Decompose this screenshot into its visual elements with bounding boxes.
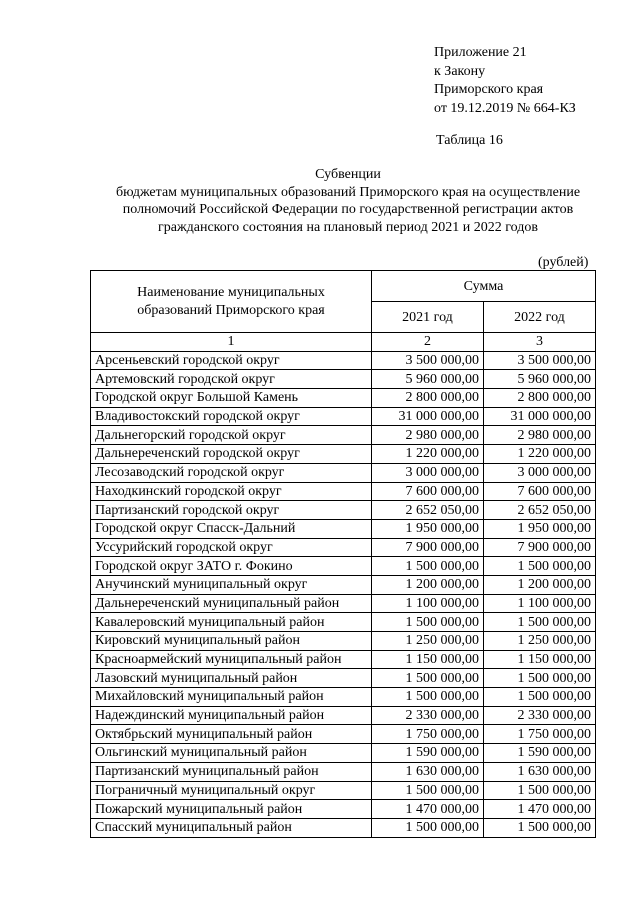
municipality-name: Спасский муниципальный район xyxy=(91,818,372,837)
amount-2022: 1 500 000,00 xyxy=(483,557,595,576)
table-row xyxy=(91,762,596,781)
amount-2021: 1 220 000,00 xyxy=(372,445,484,464)
municipality-name: Арсеньевский городской округ xyxy=(91,351,372,370)
amount-2021: 1 500 000,00 xyxy=(372,557,484,576)
unit-label: (рублей) xyxy=(538,255,589,270)
table-row xyxy=(91,445,596,464)
table-row xyxy=(91,538,596,557)
column-number: 3 xyxy=(483,333,595,352)
amount-2022: 1 630 000,00 xyxy=(483,762,595,781)
table-row xyxy=(91,688,596,707)
table-row xyxy=(91,426,596,445)
amount-2021: 1 500 000,00 xyxy=(372,688,484,707)
municipality-name: Городской округ Спасск-Дальний xyxy=(91,519,372,538)
amount-2022: 3 500 000,00 xyxy=(483,351,595,370)
amount-2022: 1 250 000,00 xyxy=(483,632,595,651)
appendix-line: к Закону xyxy=(434,63,486,79)
amount-2022: 1 500 000,00 xyxy=(483,613,595,632)
municipality-name: Партизанский городской округ xyxy=(91,501,372,520)
amount-2022: 7 600 000,00 xyxy=(483,482,595,501)
table-label: Таблица 16 xyxy=(436,133,503,148)
municipality-name: Дальнегорский городской округ xyxy=(91,426,372,445)
municipality-name: Ольгинский муниципальный район xyxy=(91,744,372,763)
amount-2021: 1 950 000,00 xyxy=(372,519,484,538)
municipality-name: Уссурийский городской округ xyxy=(91,538,372,557)
amount-2021: 1 250 000,00 xyxy=(372,632,484,651)
municipality-name: Пограничный муниципальный округ xyxy=(91,781,372,800)
amount-2022: 2 330 000,00 xyxy=(483,706,595,725)
municipality-name: Городской округ ЗАТО г. Фокино xyxy=(91,557,372,576)
municipality-name: Пожарский муниципальный район xyxy=(91,800,372,819)
municipality-name: Находкинский городской округ xyxy=(91,482,372,501)
table-row xyxy=(91,800,596,819)
amount-2022: 2 800 000,00 xyxy=(483,389,595,408)
amount-2022: 1 500 000,00 xyxy=(483,688,595,707)
amount-2021: 3 500 000,00 xyxy=(372,351,484,370)
table-row xyxy=(91,650,596,669)
municipality-name: Городской округ Большой Камень xyxy=(91,389,372,408)
header-name-line: Наименование муниципальных xyxy=(137,284,325,300)
column-number: 1 xyxy=(91,333,372,352)
amount-2022: 31 000 000,00 xyxy=(483,407,595,426)
municipality-name: Лазовский муниципальный район xyxy=(91,669,372,688)
amount-2021: 7 900 000,00 xyxy=(372,538,484,557)
table-row xyxy=(91,632,596,651)
amount-2021: 1 150 000,00 xyxy=(372,650,484,669)
title-line: бюджетам муниципальных образований Приморского края на осуществление xyxy=(115,184,581,200)
table-row xyxy=(91,519,596,538)
table-row xyxy=(91,463,596,482)
amount-2021: 1 500 000,00 xyxy=(372,781,484,800)
table-row xyxy=(91,613,596,632)
amount-2021: 1 500 000,00 xyxy=(372,613,484,632)
table-row xyxy=(91,575,596,594)
title-line: Субвенции xyxy=(315,167,381,182)
table-row xyxy=(91,725,596,744)
table-row xyxy=(91,370,596,389)
header-year-2021: 2021 год xyxy=(372,302,484,333)
amount-2022: 2 652 050,00 xyxy=(483,501,595,520)
amount-2022: 7 900 000,00 xyxy=(483,538,595,557)
municipality-name: Лесозаводский городской округ xyxy=(91,463,372,482)
amount-2022: 1 220 000,00 xyxy=(483,445,595,464)
document-title xyxy=(60,166,636,236)
header-name-line: образований Приморского края xyxy=(137,302,325,318)
amount-2022: 1 500 000,00 xyxy=(483,669,595,688)
title-line: полномочий Российской Федерации по государственной регистрации актов xyxy=(122,202,574,217)
municipality-name: Михайловский муниципальный район xyxy=(91,688,372,707)
amount-2022: 1 590 000,00 xyxy=(483,744,595,763)
table-row xyxy=(91,594,596,613)
amount-2021: 2 330 000,00 xyxy=(372,706,484,725)
amount-2022: 1 750 000,00 xyxy=(483,725,595,744)
table-row xyxy=(91,818,596,837)
amount-2021: 1 500 000,00 xyxy=(372,818,484,837)
amount-2022: 1 500 000,00 xyxy=(483,781,595,800)
amount-2021: 2 652 050,00 xyxy=(372,501,484,520)
municipality-name: Дальнереченский муниципальный район xyxy=(91,594,372,613)
amount-2022: 3 000 000,00 xyxy=(483,463,595,482)
table-row xyxy=(91,389,596,408)
appendix-line: от 19.12.2019 № 664-КЗ xyxy=(434,100,576,116)
table-row xyxy=(91,501,596,520)
amount-2021: 2 800 000,00 xyxy=(372,389,484,408)
amount-2021: 1 590 000,00 xyxy=(372,744,484,763)
table-row xyxy=(91,482,596,501)
amount-2022: 1 100 000,00 xyxy=(483,594,595,613)
municipality-name: Красноармейский муниципальный район xyxy=(91,650,372,669)
amount-2022: 1 950 000,00 xyxy=(483,519,595,538)
amount-2022: 1 470 000,00 xyxy=(483,800,595,819)
amount-2021: 5 960 000,00 xyxy=(372,370,484,389)
amount-2021: 1 470 000,00 xyxy=(372,800,484,819)
amount-2022: 5 960 000,00 xyxy=(483,370,595,389)
table-row xyxy=(91,744,596,763)
amount-2021: 1 100 000,00 xyxy=(372,594,484,613)
subventions-table xyxy=(90,270,596,838)
amount-2021: 2 980 000,00 xyxy=(372,426,484,445)
header-sum: Сумма xyxy=(372,271,596,302)
header-name xyxy=(91,271,372,333)
table-row xyxy=(91,407,596,426)
municipality-name: Владивостокский городской округ xyxy=(91,407,372,426)
table-row xyxy=(91,706,596,725)
appendix-line: Приморского края xyxy=(434,82,544,97)
table-row xyxy=(91,351,596,370)
municipality-name: Кавалеровский муниципальный район xyxy=(91,613,372,632)
title-line: гражданского состояния на плановый период 2021 и 2022 годов xyxy=(158,219,538,235)
municipality-name: Кировский муниципальный район xyxy=(91,632,372,651)
municipality-name: Октябрьский муниципальный район xyxy=(91,725,372,744)
column-number: 2 xyxy=(372,333,484,352)
amount-2021: 1 750 000,00 xyxy=(372,725,484,744)
header-year-2022: 2022 год xyxy=(483,302,595,333)
municipality-name: Артемовский городской округ xyxy=(91,370,372,389)
municipality-name: Дальнереченский городской округ xyxy=(91,445,372,464)
amount-2021: 31 000 000,00 xyxy=(372,407,484,426)
amount-2022: 1 500 000,00 xyxy=(483,818,595,837)
amount-2022: 2 980 000,00 xyxy=(483,426,595,445)
table-body xyxy=(91,351,596,837)
appendix-reference xyxy=(434,44,576,118)
municipality-name: Анучинский муниципальный округ xyxy=(91,575,372,594)
municipality-name: Партизанский муниципальный район xyxy=(91,762,372,781)
table-row xyxy=(91,781,596,800)
amount-2021: 1 200 000,00 xyxy=(372,575,484,594)
table-row xyxy=(91,669,596,688)
amount-2021: 1 500 000,00 xyxy=(372,669,484,688)
table-row xyxy=(91,557,596,576)
amount-2022: 1 200 000,00 xyxy=(483,575,595,594)
appendix-line: Приложение 21 xyxy=(434,45,527,60)
amount-2022: 1 150 000,00 xyxy=(483,650,595,669)
amount-2021: 7 600 000,00 xyxy=(372,482,484,501)
municipality-name: Надеждинский муниципальный район xyxy=(91,706,372,725)
amount-2021: 3 000 000,00 xyxy=(372,463,484,482)
amount-2021: 1 630 000,00 xyxy=(372,762,484,781)
